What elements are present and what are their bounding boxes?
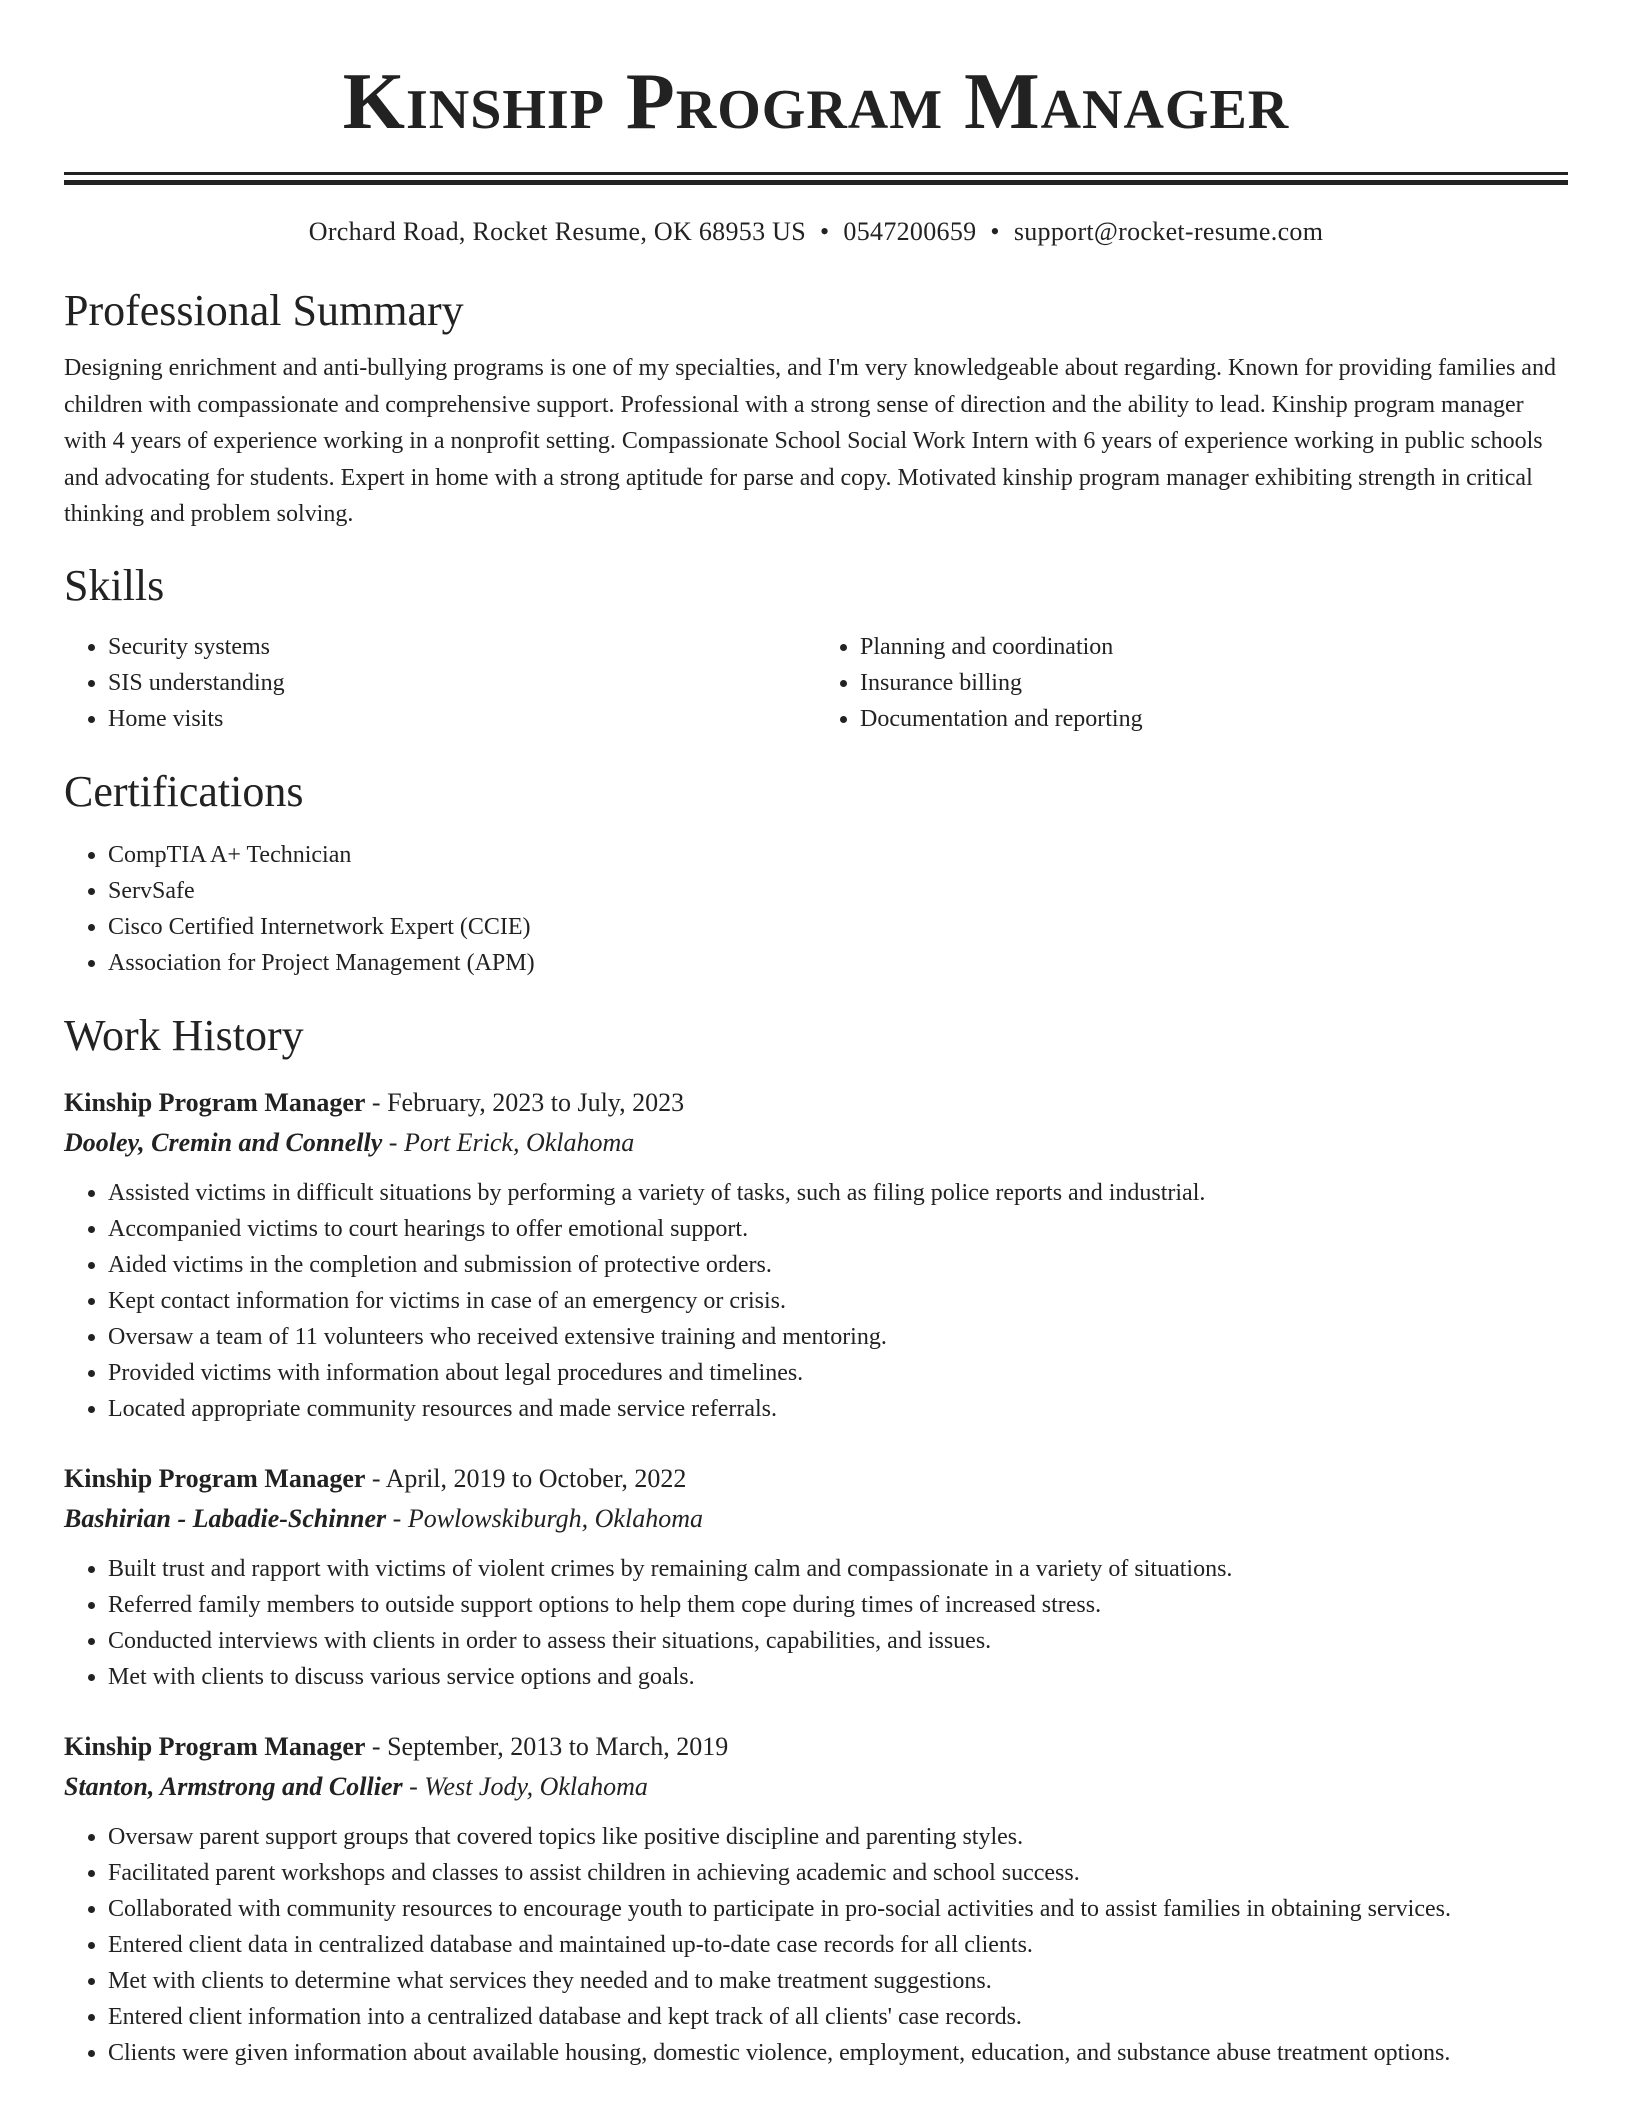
job-title-line (64, 1083, 1568, 1123)
job-bullet: • Provided victims with information about legal procedures and timelines. (108, 1355, 1568, 1391)
job-company: Bashirian - Labadie-Schinner (64, 1503, 387, 1533)
contact-separator: • (820, 217, 830, 246)
job-entry (64, 1083, 1568, 1427)
job-title: Kinship Program Manager (64, 1087, 366, 1117)
job-bullet: • Entered client information into a centralized database and kept track of all clients' case records. (108, 1999, 1568, 2035)
job-bullet: • Referred family members to outside support options to help them cope during times of increased stress. (108, 1587, 1568, 1623)
job-company-line (64, 1499, 1568, 1539)
contact-phone: 0547200659 (843, 217, 977, 246)
job-bullets (64, 1819, 1568, 2071)
job-location: - Powlowskiburgh, Oklahoma (386, 1503, 703, 1533)
job-location: - Port Erick, Oklahoma (382, 1127, 635, 1157)
job-company-line (64, 1767, 1568, 1807)
job-location: - West Jody, Oklahoma (402, 1771, 648, 1801)
job-bullet: • Assisted victims in difficult situations by performing a variety of tasks, such as filing police reports and industrial. (108, 1175, 1568, 1211)
work-history-heading: Work History (64, 1010, 304, 1060)
resume-page (64, 0, 1568, 2071)
job-dates: - September, 2013 to March, 2019 (365, 1731, 729, 1761)
contact-line (64, 215, 1568, 249)
job-bullets (64, 1175, 1568, 1427)
job-bullet: • Oversaw a team of 11 volunteers who received extensive training and mentoring. (108, 1319, 1568, 1355)
job-dates: - April, 2019 to October, 2022 (365, 1463, 687, 1493)
job-bullet: • Met with clients to discuss various service options and goals. (108, 1659, 1568, 1695)
summary-text: Designing enrichment and anti-bullying programs is one of my specialties, and I'm very knowledgeable about regarding. Known for providing families and children with compassionate and comprehensive support. Professional with a strong sense of direction and the ability to lead. Kinship program manager with 4 years of experience working in a nonprofit setting. Compassionate School Social Work Intern with 6 years of experience working in public schools and advocating for students. Expert in home with a strong aptitude for parse and copy. Motivated kinship program manager exhibiting strength in critical thinking and problem solving. (64, 355, 1556, 527)
job-company: Stanton, Armstrong and Collier (64, 1771, 403, 1801)
job-bullet: • Entered client data in centralized database and maintained up-to-date case records for all clients. (108, 1927, 1568, 1963)
job-bullet: • Accompanied victims to court hearings to offer emotional support. (108, 1211, 1568, 1247)
certification-item: • Association for Project Management (APM) (108, 945, 1568, 981)
job-bullet: • Conducted interviews with clients in order to assess their situations, capabilities, and issues. (108, 1623, 1568, 1659)
skills-list (64, 629, 1568, 737)
skill-item: • Home visits (108, 701, 816, 737)
job-bullet: • Aided victims in the completion and submission of protective orders. (108, 1247, 1568, 1283)
job-bullet: • Met with clients to determine what services they needed and to make treatment suggestions. (108, 1963, 1568, 1999)
skill-item: • Documentation and reporting (860, 701, 1568, 737)
job-company-line (64, 1123, 1568, 1163)
certification-item: • ServSafe (108, 873, 1568, 909)
job-title-line (64, 1459, 1568, 1499)
job-entry (64, 1459, 1568, 1695)
job-company: Dooley, Cremin and Connelly (64, 1127, 383, 1157)
job-bullets (64, 1551, 1568, 1695)
certifications-heading: Certifications (64, 766, 304, 816)
job-title-line (64, 1727, 1568, 1767)
certification-item: • Cisco Certified Internetwork Expert (CCIE) (108, 909, 1568, 945)
skill-item: • Planning and coordination (860, 629, 1568, 665)
job-bullet: • Clients were given information about available housing, domestic violence, employment, education, and substance abuse treatment options. (108, 2035, 1568, 2071)
job-bullet: • Collaborated with community resources to encourage youth to participate in pro-social activities and to assist families in obtaining services. (108, 1891, 1568, 1927)
header-rule-top (64, 172, 1568, 175)
contact-email: support@rocket-resume.com (1013, 217, 1324, 246)
job-bullet: • Built trust and rapport with victims of violent crimes by remaining calm and compassionate in a variety of situations. (108, 1551, 1568, 1587)
skills-column-left (64, 629, 816, 737)
contact-separator: • (990, 217, 1000, 246)
skill-item: • Security systems (108, 629, 816, 665)
job-bullet: • Located appropriate community resources and made service referrals. (108, 1391, 1568, 1427)
skills-column-right (816, 629, 1568, 737)
job-bullet: • Kept contact information for victims in case of an emergency or crisis. (108, 1283, 1568, 1319)
job-title: Kinship Program Manager (64, 1463, 366, 1493)
skills-heading: Skills (64, 560, 165, 610)
certifications-list (64, 837, 1568, 981)
contact-address: Orchard Road, Rocket Resume, OK 68953 US (308, 217, 807, 246)
skill-item: • Insurance billing (860, 665, 1568, 701)
header-rule-bottom (64, 180, 1568, 185)
summary-heading: Professional Summary (64, 286, 464, 335)
certification-item: • CompTIA A+ Technician (108, 837, 1568, 873)
skill-item: • SIS understanding (108, 665, 816, 701)
job-dates: - February, 2023 to July, 2023 (365, 1087, 685, 1117)
job-entry (64, 1727, 1568, 2071)
job-bullet: • Oversaw parent support groups that covered topics like positive discipline and parenting styles. (108, 1819, 1568, 1855)
job-bullet: • Facilitated parent workshops and classes to assist children in achieving academic and school success. (108, 1855, 1568, 1891)
job-title: Kinship Program Manager (64, 1731, 366, 1761)
resume-name: Kinship Program Manager (342, 58, 1290, 146)
